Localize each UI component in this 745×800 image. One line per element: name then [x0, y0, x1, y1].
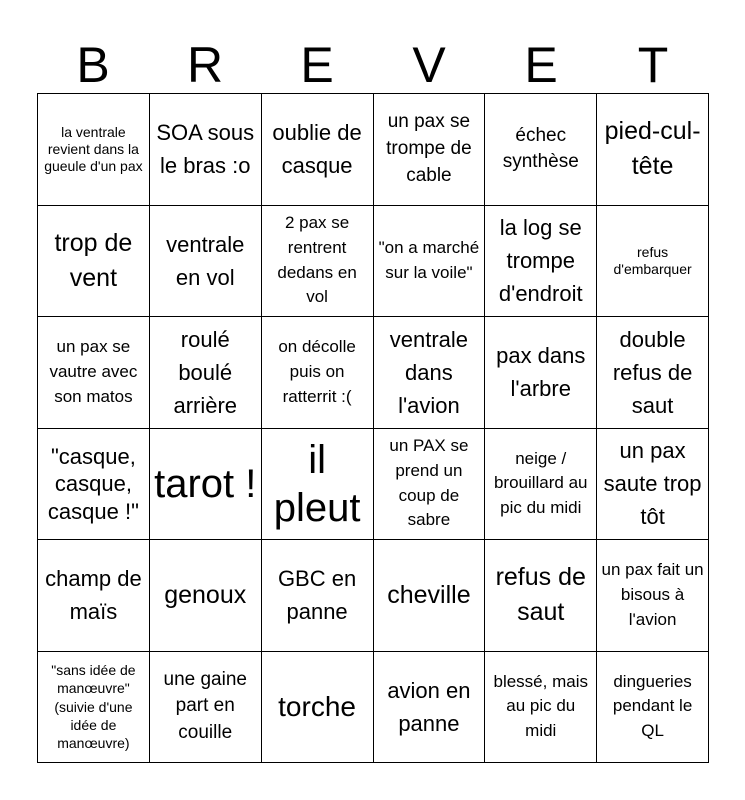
- cell-text: blessé, mais au pic du midi: [493, 671, 588, 741]
- cell-text: "on a marché sur la voile": [378, 238, 480, 282]
- title-letter: E: [524, 37, 558, 93]
- cell-text: un pax se trompe de cable: [386, 111, 472, 186]
- bingo-cell[interactable]: [262, 317, 374, 429]
- bingo-cell[interactable]: [262, 206, 374, 318]
- bingo-cell[interactable]: [374, 206, 486, 318]
- bingo-cell[interactable]: [38, 652, 150, 764]
- cell-text: "sans idée de manœuvre" (suivie d'une idée de manœuvre): [51, 662, 136, 752]
- cell-text: il pleut: [273, 437, 361, 530]
- cell-text: un pax saute trop tôt: [603, 438, 702, 530]
- cell-text: dingueries pendant le QL: [612, 671, 693, 741]
- cell-text: ventrale dans l'avion: [389, 326, 469, 418]
- bingo-cell[interactable]: [374, 540, 486, 652]
- bingo-cell[interactable]: [38, 429, 150, 541]
- bingo-cell[interactable]: [374, 429, 486, 541]
- bingo-cell[interactable]: [150, 429, 262, 541]
- cell-text: champ de maïs: [45, 566, 142, 625]
- bingo-cell[interactable]: [597, 317, 709, 429]
- bingo-cell[interactable]: [150, 652, 262, 764]
- cell-text: on décolle puis on ratterrit :(: [278, 337, 356, 406]
- bingo-cell[interactable]: [597, 94, 709, 206]
- bingo-cell[interactable]: [485, 206, 597, 318]
- bingo-cell[interactable]: [485, 94, 597, 206]
- bingo-cell[interactable]: [597, 206, 709, 318]
- cell-text: ventrale en vol: [166, 231, 245, 290]
- cell-text: trop de vent: [54, 228, 133, 292]
- cell-text: 2 pax se rentrent dedans en vol: [277, 213, 357, 307]
- title-letter: T: [637, 37, 669, 93]
- bingo-grid: [37, 93, 709, 763]
- bingo-cell[interactable]: [597, 652, 709, 764]
- bingo-cell[interactable]: [38, 206, 150, 318]
- bingo-cell[interactable]: [597, 540, 709, 652]
- bingo-cell[interactable]: [38, 540, 150, 652]
- cell-text: échec synthèse: [502, 124, 579, 173]
- bingo-cell[interactable]: [485, 540, 597, 652]
- bingo-cell[interactable]: [150, 206, 262, 318]
- cell-text: refus de saut: [495, 563, 586, 627]
- title-letter: E: [300, 37, 334, 93]
- bingo-cell[interactable]: [150, 94, 262, 206]
- cell-text: torche: [278, 690, 356, 722]
- cell-text: tarot !: [154, 461, 257, 506]
- cell-text: "casque, casque, casque !": [47, 443, 139, 524]
- title-letter: R: [186, 37, 224, 93]
- cell-text: SOA sous le bras :o: [156, 120, 255, 179]
- cell-text: neige / brouillard au pic du midi: [493, 448, 588, 518]
- bingo-title: [37, 36, 709, 94]
- cell-text: genoux: [164, 580, 247, 609]
- cell-text: pax dans l'arbre: [496, 343, 586, 402]
- cell-text: un PAX se prend un coup de sabre: [389, 436, 469, 530]
- bingo-cell[interactable]: [262, 94, 374, 206]
- bingo-cell[interactable]: [485, 317, 597, 429]
- cell-text: la ventrale revient dans la gueule d'un pax: [44, 124, 143, 174]
- cell-text: GBC en panne: [277, 566, 357, 625]
- cell-text: oublie de casque: [272, 120, 362, 179]
- bingo-cell[interactable]: [374, 652, 486, 764]
- cell-text: un pax fait un bisous à l'avion: [601, 560, 704, 629]
- bingo-cell[interactable]: [485, 652, 597, 764]
- bingo-cell[interactable]: [262, 652, 374, 764]
- bingo-cell[interactable]: [38, 94, 150, 206]
- bingo-cell[interactable]: [38, 317, 150, 429]
- bingo-cell[interactable]: [262, 429, 374, 541]
- cell-text: refus d'embarquer: [613, 244, 692, 277]
- cell-text: un pax se vautre avec son matos: [49, 337, 138, 406]
- cell-text: cheville: [387, 580, 471, 609]
- bingo-cell[interactable]: [597, 429, 709, 541]
- cell-text: avion en panne: [387, 677, 471, 736]
- cell-text: pied-cul-tête: [604, 117, 701, 181]
- cell-text: la log se trompe d'endroit: [498, 215, 583, 307]
- bingo-cell[interactable]: [262, 540, 374, 652]
- bingo-cell[interactable]: [150, 317, 262, 429]
- cell-text: une gaine part en couille: [163, 668, 247, 744]
- bingo-cell[interactable]: [374, 94, 486, 206]
- title-letter: B: [76, 37, 110, 93]
- title-letter: V: [412, 37, 446, 93]
- bingo-cell[interactable]: [485, 429, 597, 541]
- bingo-cell[interactable]: [150, 540, 262, 652]
- cell-text: roulé boulé arrière: [173, 326, 238, 418]
- cell-text: double refus de saut: [612, 326, 693, 418]
- bingo-cell[interactable]: [374, 317, 486, 429]
